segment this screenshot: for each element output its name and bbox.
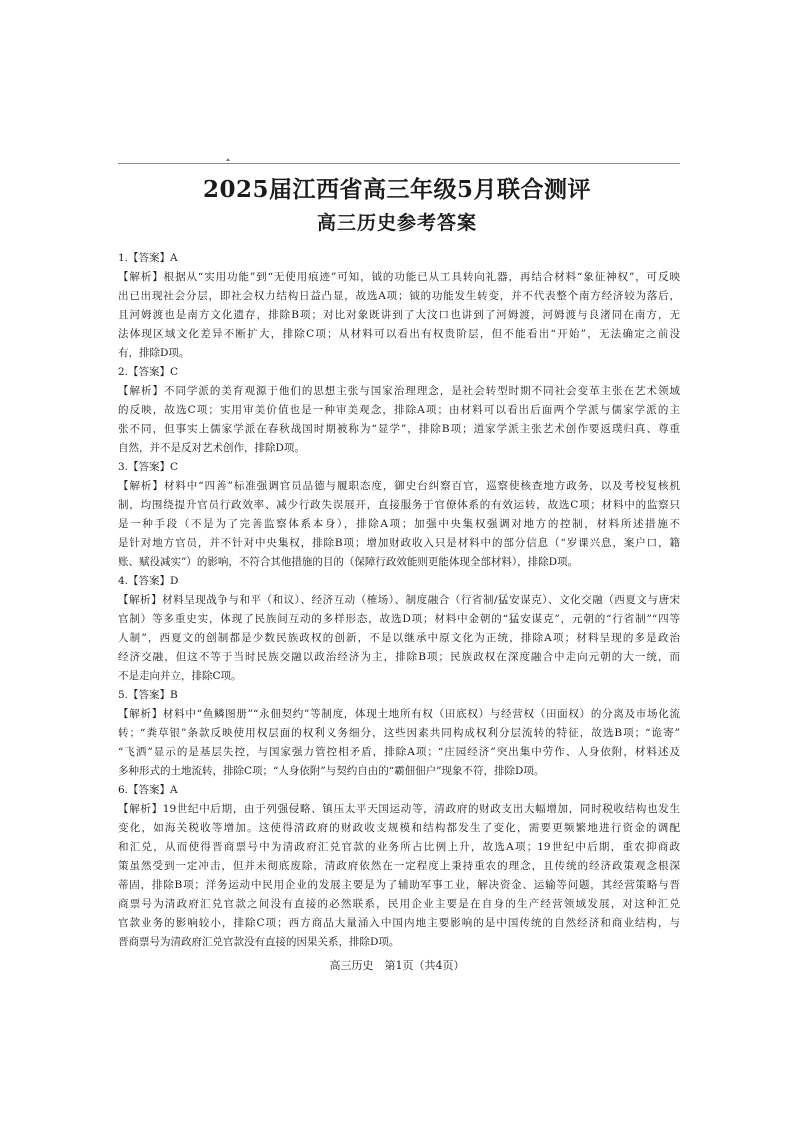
analysis-line: 法体现区域文化差异不断扩大，排除C项；从材料可以看出有权贵阶层，但不能看出“开始”，无法确定之前没 [118, 328, 680, 340]
question-2 [118, 363, 680, 458]
analysis-line: 官制）等多重史实，体现了民族间互动的多样形态，故选D项；材料中金朝的“猛安谋克”，元朝的“行省制”“四等 [118, 613, 680, 625]
analysis-line: 和汇兑，从而使得晋商票号中为清政府汇兑官款的业务所占比例上升，故选A项；19世纪中后期，重农抑商政 [118, 841, 680, 853]
analysis-line: 不是走向并立，排除C项。 [118, 670, 242, 682]
question-5 [118, 686, 680, 781]
analysis-line: 账、赋役减实”）的影响，不符合其他措施的目的（保障行政效能则更能体现全部材料），排除D项。 [118, 556, 579, 568]
analysis-line: 自然，并不是反对艺术创作，排除D项。 [118, 442, 305, 454]
analysis-line: 【解析】不同学派的美育观源于他们的思想主张与国家治理理念，是社会转型时期不同社会变革主张在艺术领域 [118, 385, 680, 397]
page-footer: 高三历史 第1页（共4页） [329, 959, 465, 972]
question-number: 6. [118, 784, 129, 796]
question-number: 2. [118, 366, 129, 378]
answer-label: 【答案】 [128, 689, 171, 701]
answer-line [118, 458, 680, 477]
question-3 [118, 458, 680, 572]
question-1 [118, 249, 680, 363]
question-4 [118, 572, 680, 686]
answer-label: 【答案】 [128, 252, 171, 264]
analysis-line: 【解析】根据从“实用功能”到“无使用痕迹”可知，钺的功能已从工具转向礼器，再结合材料“象征神权”，可反映 [118, 271, 680, 283]
answer-value: B [170, 689, 178, 701]
analysis-line: 【解析】19世纪中后期，由于列强侵略、镇压太平天国运动等，清政府的财政支出大幅增加，同时税收结构也发生 [118, 803, 680, 815]
answer-line [118, 363, 680, 382]
document-title: 2025届江西省高三年级5月联合测评 [202, 176, 592, 203]
question-number: 3. [118, 461, 129, 473]
analysis-line: 是针对地方官员，并不针对中央集权，排除B项；增加财政收入只是材料中的部分信息（“岁课兴息，案户口，籍 [118, 537, 680, 549]
analysis-line: 【解析】材料呈现战争与和平（和议）、经济互动（榷场）、制度融合（行省制/猛安谋克）、文化交融（西夏文与唐宋 [118, 594, 680, 606]
answer-line [118, 249, 680, 268]
analysis-line: 【解析】材料中“四善”标准强调官员品德与履职态度，御史台纠察百官，巡察使核查地方政务，以及考校复核机 [118, 480, 680, 492]
analysis-line: 经济交融，但这不等于当时民族交融以政治经济为主，排除B项；民族政权在深度融合中走向元朝的大一统，而 [118, 651, 680, 663]
scan-mark [226, 158, 230, 161]
answer-value: A [170, 252, 178, 264]
header-rule [118, 163, 680, 164]
analysis-line: 有，排除D项。 [118, 347, 190, 359]
answer-value: D [170, 575, 179, 587]
analysis-line: 策虽然受到一定冲击，但并未彻底废除，清政府依然在一定程度上秉持重农的理念，且传统的经济政策观念根深 [118, 860, 680, 872]
analysis-line: 晋商票号为清政府汇兑官款没有直接的因果关系，排除D项。 [118, 936, 400, 948]
answer-line [118, 572, 680, 591]
answer-label: 【答案】 [128, 366, 171, 378]
analysis-line: “飞洒”显示的是基层失控，与国家强力管控相矛盾，排除A项；“庄园经济”突出集中劳作、人身依附，材料述及 [118, 746, 680, 758]
analysis-line: 蒂固，排除B项；洋务运动中民用企业的发展主要是为了辅助军事工业，解决资金、运输等问题，其经营策略与晋 [118, 879, 680, 891]
question-number: 1. [118, 252, 129, 264]
analysis-line: 变化，如海关税收等增加。这使得清政府的财政收支规模和结构都发生了变化，需要更频繁地进行资金的调配 [118, 822, 680, 834]
analysis-line: 制，均围绕提升官员行政效率、减少行政失误展开，直接服务于官僚体系的有效运转，故选C项；材料中的监察只 [118, 499, 680, 511]
question-number: 4. [118, 575, 129, 587]
analysis-line: 多种形式的土地流转，排除C项；“人身依附”与契约自由的“霸佃佃户”现象不符，排除D项。 [118, 765, 545, 777]
analysis-line: 【解析】材料中“鱼鳞图册”“永佃契约”等制度，体现土地所有权（田底权）与经营权（田面权）的分离及市场化流 [118, 708, 680, 720]
document-subtitle: 高三历史参考答案 [316, 212, 477, 234]
answer-line [118, 686, 680, 705]
analysis-line: 官款业务的影响较小，排除C项；西方商品大量涌入中国内地主要影响的是中国传统的自然经济和商业结构，与 [118, 917, 680, 929]
question-number: 5. [118, 689, 129, 701]
answer-value: A [170, 784, 178, 796]
answer-label: 【答案】 [128, 461, 171, 473]
answer-value: C [170, 366, 179, 378]
analysis-line: 商票号为清政府汇兑官款之间没有直接的必然联系，民用企业主要是在自身的生产经营领域发展，对这种汇兑 [118, 898, 680, 910]
analysis-line: 人制”，西夏文的创制都是少数民族政权的创新，不是以继承中原文化为正统，排除A项；材料呈现的多是政治 [118, 632, 680, 644]
analysis-line: 且河姆渡也是南方文化遗存，排除B项；对比对象既讲到了大汶口也讲到了河姆渡，河姆渡与良渚同在南方，无 [118, 309, 680, 321]
answer-body [118, 249, 680, 952]
analysis-line: 张不同，但事实上儒家学派在春秋战国时期被称为“显学”，排除B项；道家学派主张艺术创作要返璞归真、尊重 [118, 423, 680, 435]
question-6 [118, 781, 680, 952]
analysis-line: 转；“粪草银”条款反映使用权层面的权利义务细分，这些因素共同构成权利分层流转的特征，故选B项；“诡寄” [118, 727, 680, 739]
answer-label: 【答案】 [128, 784, 171, 796]
analysis-line: 是一种手段（不是为了完善监察体系本身），排除A项；加强中央集权强调对地方的控制，材料所述措施不 [118, 518, 680, 530]
analysis-line: 的反映，故选C项；实用审美价值也是一种审美观念，排除A项；由材料可以看出后面两个学派与儒家学派的主 [118, 404, 680, 416]
analysis-line: 出已出现社会分层，即社会权力结构日益凸显，故选A项；钺的功能发生转变，并不代表整个南方经济较为落后， [118, 290, 680, 302]
answer-line [118, 781, 680, 800]
answer-value: C [170, 461, 179, 473]
answer-label: 【答案】 [128, 575, 171, 587]
